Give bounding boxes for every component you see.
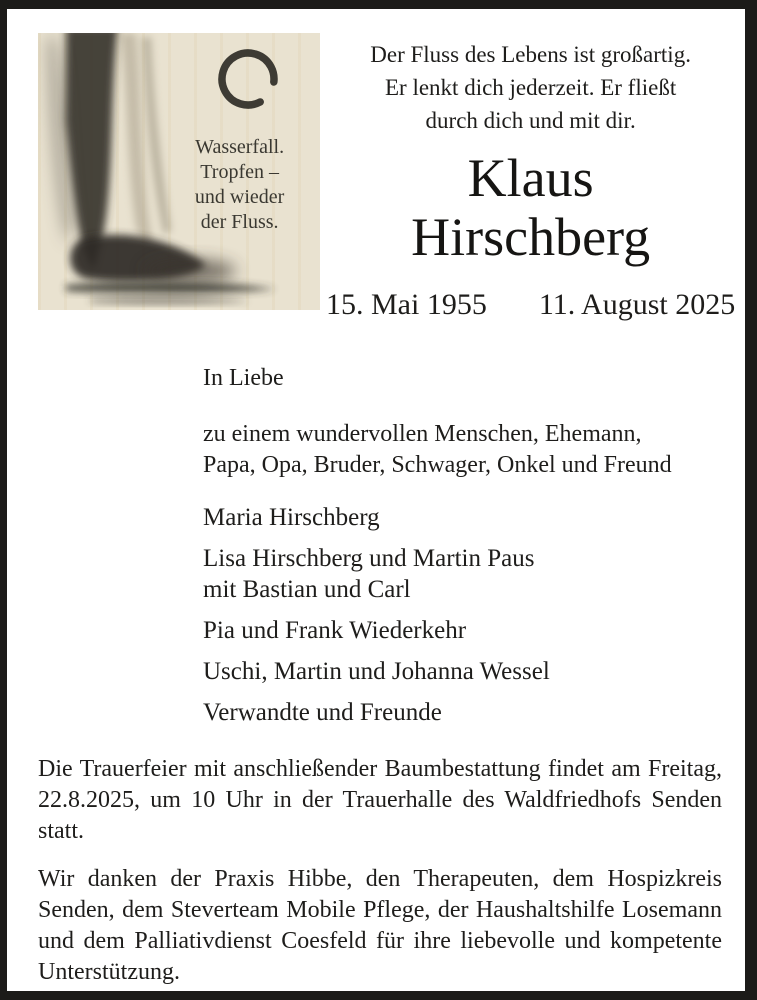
mourner-line: Verwandte und Freunde [203,699,442,726]
epigraph-line: Der Fluss des Lebens ist großartig. [370,42,691,67]
header-section [7,9,745,319]
mourner-line: mit Bastian und Carl [203,576,411,603]
acknowledgement: Wir danken der Praxis Hibbe, den Therapeuten, dem Hospizkreis Senden, dem Steverteam Mobile Pflege, der Haushaltshilfe Losemann und dem Palliativdienst Coesfeld für ihre liebevolle und kompetente Unterstützung. [38,866,722,985]
salutation: In Liebe [203,365,284,391]
mourner-line: Pia und Frank Wiederkehr [203,617,467,644]
epigraph-line: Er lenkt dich jederzeit. Er fließt [385,75,677,100]
header-right-column [320,9,749,319]
mourner-entry [203,502,715,533]
dedication-line: Papa, Opa, Bruder, Schwager, Onkel und Freund [203,452,672,478]
artwork-caption-line: der Fluss. [200,211,279,234]
deceased-name [326,149,735,267]
epigraph [326,38,735,137]
artwork-caption-line: Tropfen – [200,161,279,184]
mourner-entry [203,697,715,728]
mourner-entry [203,615,715,646]
notice-paragraphs [38,754,722,988]
artwork-caption-line: und wieder [194,186,285,209]
epigraph-line: durch dich und mit dir. [425,108,636,133]
mourner-line: Uschi, Martin und Johanna Wessel [203,658,550,685]
mourner-entry [203,543,715,605]
deceased-last-name: Hirschberg [411,207,651,267]
mourners-list [203,502,715,728]
mourner-entry [203,656,715,687]
mourner-line: Maria Hirschberg [203,504,380,531]
memorial-artwork [38,33,320,310]
artwork-caption [168,135,312,235]
tribute-section [203,363,715,728]
dedication-line: zu einem wundervollen Menschen, Ehemann, [203,421,642,447]
birth-date: 15. Mai 1955 [326,288,487,321]
dedication [203,419,715,481]
death-date: 11. August 2025 [538,288,736,321]
mourner-line: Lisa Hirschberg und Martin Paus [203,545,535,572]
life-dates [326,288,736,321]
artwork-caption-line: Wasserfall. [195,136,285,159]
funeral-notice: Die Trauerfeier mit anschließender Baumbestattung findet am Freitag, 22.8.2025, um 10 Uhr in der Trauerhalle des Waldfriedhofs Senden statt. [38,756,722,844]
enso-circle-icon [213,44,283,114]
deceased-first-name: Klaus [467,148,594,208]
